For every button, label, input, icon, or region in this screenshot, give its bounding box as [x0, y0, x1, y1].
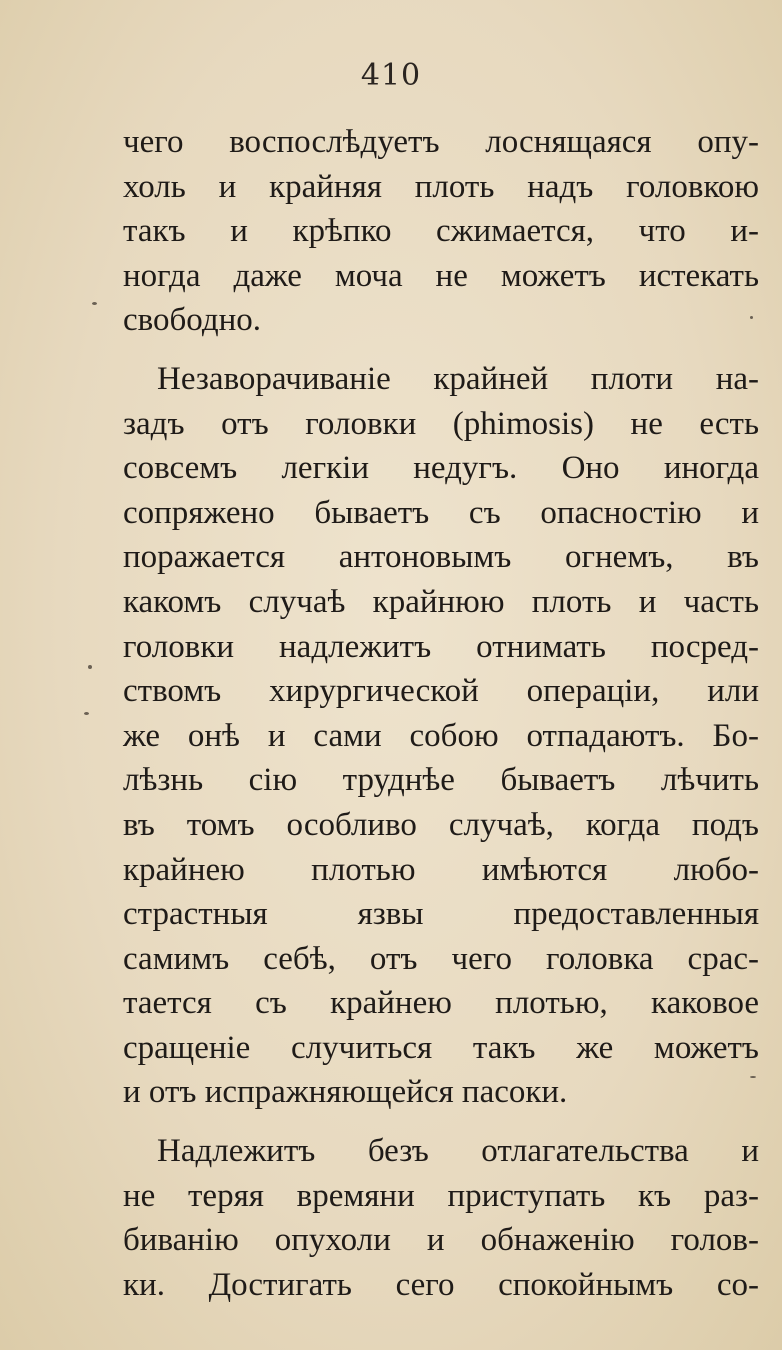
- text-line: Надлежитъ безъ отлагательства и: [157, 1133, 759, 1170]
- text-line: сращеніе случиться такъ же можетъ: [123, 1029, 759, 1066]
- text-line: ки. Достигать сего спокойнымъ со-: [123, 1266, 759, 1303]
- text-line: лѣзнь сію труднѣе бываетъ лѣчить: [123, 762, 759, 799]
- text-line: ствомъ хирургической операціи, или: [123, 673, 759, 710]
- page-number: 410: [360, 58, 422, 93]
- text-line: ногда даже моча не можетъ истекать: [123, 257, 759, 294]
- text-line: поражается антоновымъ огнемъ, въ: [123, 539, 759, 576]
- text-line: и отъ испражняющейся пасоки.: [123, 1074, 568, 1111]
- text-line: же онѣ и сами собою отпадаютъ. Бо-: [123, 717, 759, 754]
- text-line: холь и крайняя плоть надъ головкою: [123, 168, 759, 205]
- paper-speck: [84, 712, 89, 715]
- paragraph-3: [123, 1129, 759, 1307]
- text-line: крайнею плотью имѣются любо-: [123, 851, 759, 888]
- paper-speck: [88, 665, 92, 669]
- text-line: биванію опухоли и обнаженію голов-: [123, 1222, 759, 1259]
- paper-speck: [92, 302, 97, 305]
- text-line: сопряжено бываетъ съ опасностію и: [123, 494, 759, 531]
- text-line: головки надлежитъ отнимать посред-: [123, 628, 759, 665]
- text-line: совсемъ легкіи недугъ. Оно иногда: [123, 450, 759, 487]
- text-line: свободно.: [123, 302, 262, 339]
- text-line: какомъ случаѣ крайнюю плоть и часть: [123, 583, 759, 620]
- text-line: тается съ крайнею плотью, каковое: [123, 985, 759, 1022]
- text-line: чего воспослѣдуетъ лоснящаяся опу-: [123, 124, 759, 160]
- body-text: [123, 120, 759, 1321]
- paragraph-2: [123, 357, 759, 1115]
- text-line: задъ отъ головки (phimosis) не есть: [123, 405, 759, 442]
- text-line: не теряя времяни приступать къ раз-: [123, 1177, 759, 1214]
- text-line: самимъ себѣ, отъ чего головка срас-: [123, 940, 759, 977]
- text-line: страстныя язвы предоставленныя: [123, 896, 759, 933]
- text-line: въ томъ особливо случаѣ, когда подъ: [123, 806, 759, 843]
- text-line: такъ и крѣпко сжимается, что и-: [123, 213, 759, 250]
- paper-speck: [750, 316, 753, 319]
- paper-speck: [750, 1076, 756, 1078]
- paragraph-1: [123, 120, 759, 343]
- text-line: Незаворачиваніе крайней плоти на-: [157, 360, 759, 397]
